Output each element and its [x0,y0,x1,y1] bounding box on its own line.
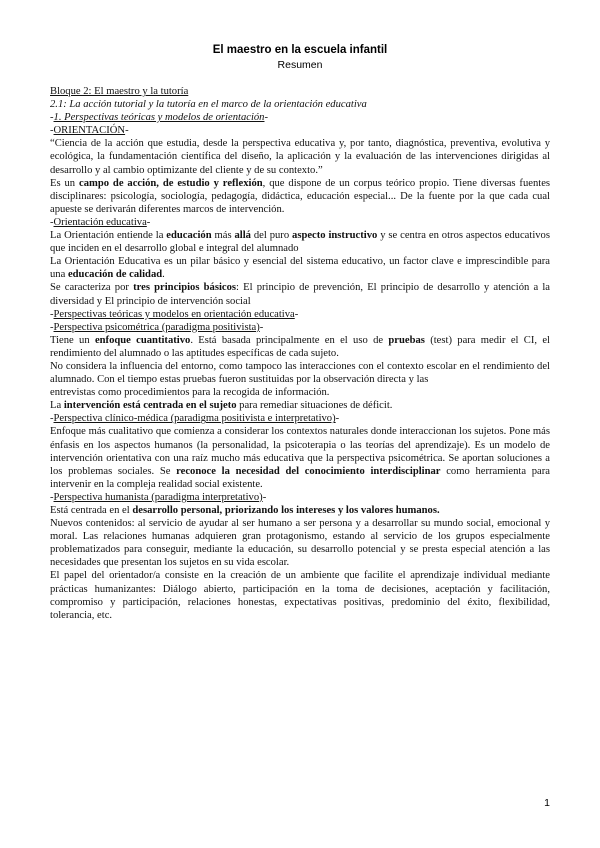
orientation-definition: “Ciencia de la acción que estudia, desde la perspectiva educativa y, por tanto, diagnóstica, preventiva, evolutiva y ecológica, la fundamentación científica del diseño, la aplicación y la evaluación de las intervenciones dirigidas al desarrollo y al cambio optimizante del cliente y de su contexto.” [50,138,550,176]
models-heading: -Perspectivas teóricas y modelos en orientación educativa- [50,308,299,320]
psychometric-heading: -Perspectiva psicométrica (paradigma positivista)- [50,321,264,333]
orientation-heading: -ORIENTACIÓN- [50,125,129,137]
paragraph-principles: Se caracteriza por tres principios básicos: El principio de prevención, El principio de desarrollo y atención a la diversidad y El principio de intervención social [50,282,550,307]
clinical-heading: -Perspectiva clínico-médica (paradigma positivista e interpretativo)- [50,413,340,425]
field-paragraph: Es un campo de acción, de estudio y reflexión, que dispone de un corpus teórico propio. Tiene diversas fuentes disciplinares: psicología, sociología, pedagogía, didáctica, educación especial... De la fuente por la que cada cual apueste se derivarán diferentes marcos de intervención. [50,177,551,215]
paragraph-pillar: La Orientación Educativa es un pilar básico y esencial del sistema educativo, un factor clave e imprescindible para una educación de calidad. [50,256,550,281]
perspectives-heading: -1. Perspectivas teóricas y modelos de orientación- [50,112,269,124]
humanist-heading: -Perspectiva humanista (paradigma interpretativo)- [50,491,267,503]
document-title: El maestro en la escuela infantil [212,44,388,56]
paragraph-new-contents: Nuevos contenidos: al servicio de ayudar al ser humano a ser persona y a desarrollar su mundo social, emocional y moral. Las relaciones humanas adquieren gran protagonismo, estando al servicio de los grupos especialmente problematizados para conseguir, mediante la educación, su desarrollo potencial y se presta especial atención a las necesidades que presentan los sujetos en su vida escolar. [50,518,550,569]
document-body [50,85,550,622]
orientation-heading-text: ORIENTACIÓN [53,125,126,137]
section-heading: 2.1: La acción tutorial y la tutoría en el marco de la orientación educativa [50,99,367,111]
document-subtitle: Resumen [277,59,323,71]
educational-orientation-heading: -Orientación educativa- [50,216,151,228]
paragraph-environment-cont: entrevistas como procedimientos para la recogida de información. [50,387,330,399]
paragraph-education: La Orientación entiende la educación más allá del puro aspecto instructivo y se centra en otros aspectos educativos que inciden en el desarrollo global e integral del alumnado [50,230,550,255]
paragraph-counselor-role: El papel del orientador/a consiste en la creación de un ambiente que facilite el aprendizaje individual mediante prácticas humanizantes: Diálogo abierto, participación en la toma de decisiones, aceptación y facilitación, compromiso y participación, relaciones honestas, expectativas positivas, predominio del éxito, flexibilidad, tolerancia, etc. [50,570,550,621]
paragraph-personal-development: Está centrada en el desarrollo personal, priorizando los intereses y los valores humanos. [50,505,440,516]
perspectives-heading-text: 1. Perspectivas teóricas y modelos de orientación [53,112,265,124]
paragraph-quantitative: Tiene un enfoque cuantitativo. Está basada principalmente en el uso de pruebas (test) para medir el CI, el rendimiento del alumnado o las aptitudes específicas de cada sujeto. [50,334,550,359]
block-heading [50,85,550,98]
paragraph-environment: No considera la influencia del entorno, como tampoco las interacciones con el contexto escolar en el rendimiento del alumnado. Con el tiempo estas pruebas fueron sustituidas por la observación directa y las [50,360,550,386]
page-number: 1 [544,797,550,809]
paragraph-intervention: La intervención está centrada en el sujeto para remediar situaciones de déficit. [50,400,393,412]
paragraph-qualitative: Enfoque más cualitativo que comienza a considerar los contextos naturales donde interaccionan los sujetos. Pone más énfasis en los aspectos humanos (la personalidad, la psicoterapia o las teorías del aprendizaje). Es un modelo de intervención orientativa con una raíz mucho más educativa que la perspectiva psicométrica. Se aportan soluciones a los problemas sociales. Se reconoce la necesidad del conocimiento interdisciplinar como herramienta para intervenir en la compleja realidad social existente. [50,426,550,490]
block-heading-text: Bloque 2: El maestro y la tutoría [50,86,189,97]
